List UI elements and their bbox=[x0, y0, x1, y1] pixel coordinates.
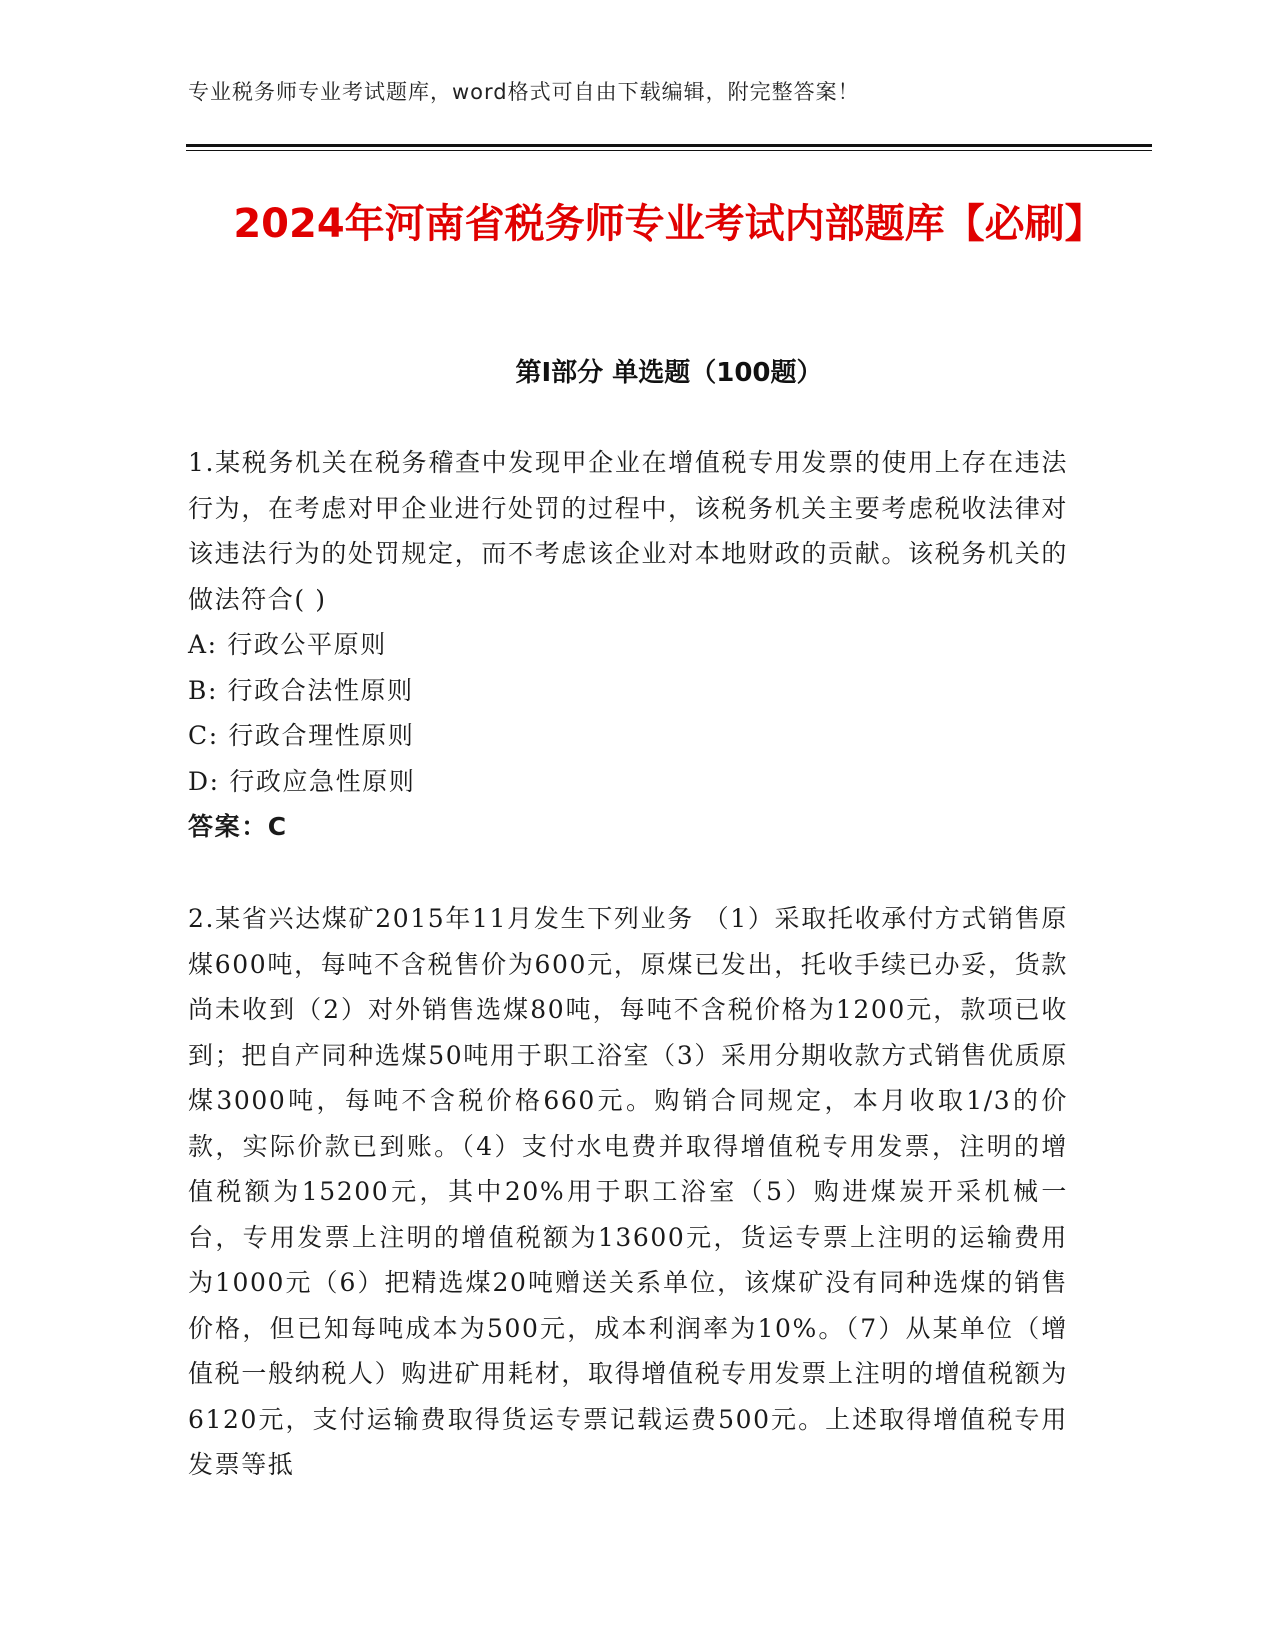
option-d: D: 行政应急性原则 bbox=[188, 766, 416, 796]
header-rule-thick bbox=[186, 144, 1152, 147]
question-2 bbox=[188, 896, 1068, 1488]
option-c: C: 行政合理性原则 bbox=[188, 721, 415, 750]
header-rule-thin bbox=[186, 150, 1152, 151]
document-title: 2024年河南省税务师专业考试内部题库【必刷】 bbox=[233, 201, 1105, 247]
header-note: 专业税务师专业考试题库，word格式可自由下载编辑，附完整答案！ bbox=[188, 80, 860, 104]
question-stem: 2.某省兴达煤矿2015年11月发生下列业务 （1）采取托收承付方式销售原煤600吨，每吨不含税售价为600元，原煤已发出，托收手续已办妥，货款尚未收到（2）对外销售选煤80吨，每吨不含税价格为1200元，款项已收到；把自产同种选煤50吨用于职工浴室（3）采用分期收款方式销售优质原煤3000吨，每吨不含税价格660元。购销合同规定，本月收取1/3的价款，实际价款已到账。（4）支付水电费并取得增值税专用发票，注明的增值税额为15200元，其中20%用于职工浴室（5）购进煤炭开采机械一台，专用发票上注明的增值税额为13600元，货运专票上注明的运输费用为1000元（6）把精选煤20吨赠送关系单位，该煤矿没有同种选煤的销售价格，但已知每吨成本为500元，成本利润率为10%。（7）从某单位（增值税一般纳税人）购进矿用耗材，取得增值税专用发票上注明的增值税额为6120元，支付运输费取得货运专票记载运费500元。上述取得增值税专用发票等抵 bbox=[188, 904, 1068, 1479]
question-stem: 1.某税务机关在税务稽查中发现甲企业在增值税专用发票的使用上存在违法行为，在考虑对甲企业进行处罚的过程中，该税务机关主要考虑税收法律对该违法行为的处罚规定，而不考虑该企业对本地财政的贡献。该税务机关的做法符合( ) bbox=[188, 448, 1068, 614]
question-1 bbox=[188, 440, 1068, 850]
option-b: B: 行政合法性原则 bbox=[188, 675, 414, 705]
option-a: A: 行政公平原则 bbox=[188, 630, 387, 659]
section-title: 第Ⅰ部分 单选题（100题） bbox=[515, 358, 823, 388]
answer-line: 答案：C bbox=[188, 812, 288, 841]
